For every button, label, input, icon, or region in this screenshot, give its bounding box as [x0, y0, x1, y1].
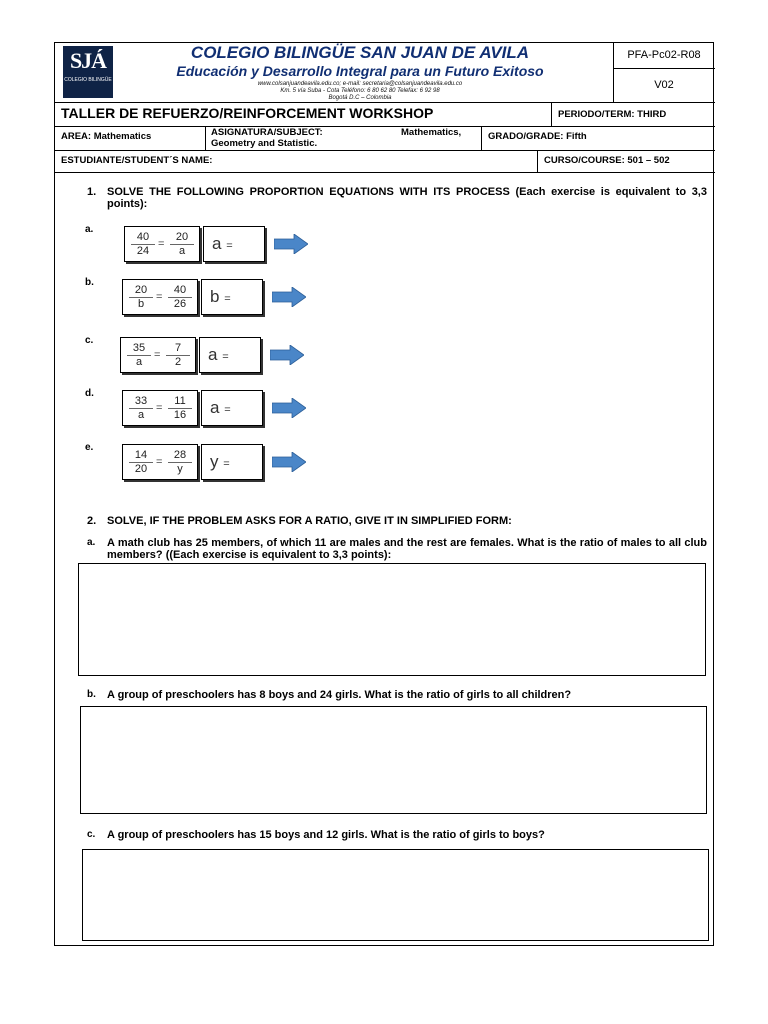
answer-variable: a [212, 234, 222, 253]
right-arrow-icon [274, 234, 308, 254]
answer-equals: = [222, 351, 229, 363]
row-divider [55, 150, 715, 151]
answer-variable: y [210, 452, 219, 471]
header-divider [613, 68, 715, 69]
equation-label: a. [85, 224, 94, 235]
problem-b-label: b. [87, 689, 96, 700]
problem-c-label: c. [87, 829, 96, 840]
row-divider [55, 126, 715, 127]
section2-instructions: SOLVE, IF THE PROBLEM ASKS FOR A RATIO, GIVE IT IN SIMPLIFIED FORM: [107, 515, 512, 527]
school-name: COLEGIO BILINGÜE SAN JUAN DE AVILA [190, 43, 530, 62]
left-fraction [129, 284, 153, 311]
answer-variable: a [208, 345, 218, 364]
row-divider [205, 126, 206, 150]
problem-c-text: A group of preschoolers has 15 boys and 12 girls. What is the ratio of girls to boys? [107, 829, 545, 841]
workshop-title: TALLER DE REFUERZO/REINFORCEMENT WORKSHOP [61, 105, 434, 121]
right-denominator: y [177, 463, 183, 475]
right-numerator: 11 [168, 395, 192, 409]
grade-label: GRADO/GRADE: Fifth [488, 131, 587, 142]
left-denominator: a [135, 356, 143, 368]
left-numerator: 14 [129, 449, 153, 463]
row-divider [481, 126, 482, 150]
equation-label: c. [85, 335, 94, 346]
right-numerator: 7 [166, 342, 190, 356]
school-logo [63, 46, 113, 98]
equation-label: d. [85, 388, 94, 399]
answer-box-b[interactable] [80, 706, 707, 814]
proportion-box [120, 337, 196, 373]
section1-number: 1. [87, 186, 97, 198]
school-city: Bogotá D.C – Colombia [328, 95, 392, 101]
left-numerator: 35 [127, 342, 151, 356]
answer-field[interactable] [203, 226, 265, 262]
school-address: Km. 5 vía Suba - Cota Teléfono: 6 80 62 80 Telefax: 6 92 98 [280, 88, 440, 94]
row-divider [537, 150, 538, 172]
subject-value: Mathematics, [401, 127, 462, 138]
problem-a-text: A math club has 25 members, of which 11 are males and the rest are females. What is the ratio of males to all club members? ((Each exercise is equivalent to 3,3 points): [107, 537, 707, 561]
right-fraction [168, 395, 192, 422]
equals-sign: = [156, 291, 163, 303]
answer-field[interactable] [201, 444, 263, 480]
right-fraction [166, 342, 190, 369]
row-divider [551, 102, 552, 126]
proportion-box [124, 226, 200, 262]
answer-equals: = [224, 404, 231, 416]
subject-label: ASIGNATURA/SUBJECT: [211, 127, 323, 138]
left-denominator: 20 [134, 463, 148, 475]
term-label: PERIODO/TERM: THIRD [558, 109, 667, 120]
right-fraction [168, 449, 192, 476]
area-label: AREA: Mathematics [61, 131, 152, 142]
answer-equals: = [226, 240, 233, 252]
left-fraction [129, 395, 153, 422]
proportion-box [122, 444, 198, 480]
left-denominator: b [137, 298, 145, 310]
problem-b-text: A group of preschoolers has 8 boys and 24 girls. What is the ratio of girls to all children? [107, 689, 572, 701]
right-arrow-icon [272, 398, 306, 418]
answer-field[interactable] [201, 390, 263, 426]
student-name-field[interactable]: ESTUDIANTE/STUDENT´S NAME: [61, 155, 213, 166]
section1-instructions: SOLVE THE FOLLOWING PROPORTION EQUATIONS WITH ITS PROCESS (Each exercise is equivalent to 3,3 points): [107, 186, 707, 210]
right-fraction [168, 284, 192, 311]
right-fraction [170, 231, 194, 258]
equals-sign: = [158, 238, 165, 250]
school-web-email: www.colsanjuandeavila.edu.co; e-mail: secretaria@colsanjuandeavila.edu.co [257, 81, 463, 87]
answer-field[interactable] [199, 337, 261, 373]
answer-variable: a [210, 398, 220, 417]
left-numerator: 20 [129, 284, 153, 298]
left-numerator: 40 [131, 231, 155, 245]
equals-sign: = [156, 402, 163, 414]
answer-box-a[interactable] [78, 563, 706, 676]
worksheet [54, 42, 714, 946]
answer-field[interactable] [201, 279, 263, 315]
answer-box-c[interactable] [82, 849, 709, 941]
left-fraction [131, 231, 155, 258]
left-denominator: 24 [136, 245, 150, 257]
answer-variable: b [210, 287, 220, 306]
logo-caption: COLEGIO BILINGÜE [64, 77, 112, 83]
right-arrow-icon [272, 452, 306, 472]
equals-sign: = [156, 456, 163, 468]
row-divider [55, 102, 715, 103]
document-version: V02 [654, 79, 674, 91]
equals-sign: = [154, 349, 161, 361]
left-fraction [129, 449, 153, 476]
problem-a-label: a. [87, 537, 96, 548]
logo-monogram: SJÁ [69, 48, 107, 73]
row-divider [55, 172, 715, 173]
left-denominator: a [137, 409, 145, 421]
equation-label: e. [85, 442, 94, 453]
right-denominator: 2 [174, 356, 182, 368]
section2-number: 2. [87, 515, 97, 527]
answer-equals: = [223, 458, 230, 470]
school-motto: Educación y Desarrollo Integral para un Futuro Exitoso [176, 63, 544, 79]
equation-label: b. [85, 277, 94, 288]
proportion-box [122, 279, 198, 315]
right-numerator: 28 [168, 449, 192, 463]
right-arrow-icon [272, 287, 306, 307]
right-numerator: 20 [170, 231, 194, 245]
right-arrow-icon [270, 345, 304, 365]
right-denominator: a [178, 245, 186, 257]
subject-value-2: Geometry and Statistic. [211, 138, 318, 149]
proportion-box [122, 390, 198, 426]
course-label: CURSO/COURSE: 501 – 502 [544, 155, 670, 166]
right-numerator: 40 [168, 284, 192, 298]
right-denominator: 26 [173, 298, 187, 310]
answer-equals: = [224, 293, 231, 305]
left-fraction [127, 342, 151, 369]
right-denominator: 16 [173, 409, 187, 421]
left-numerator: 33 [129, 395, 153, 409]
document-code: PFA-Pc02-R08 [627, 49, 701, 61]
